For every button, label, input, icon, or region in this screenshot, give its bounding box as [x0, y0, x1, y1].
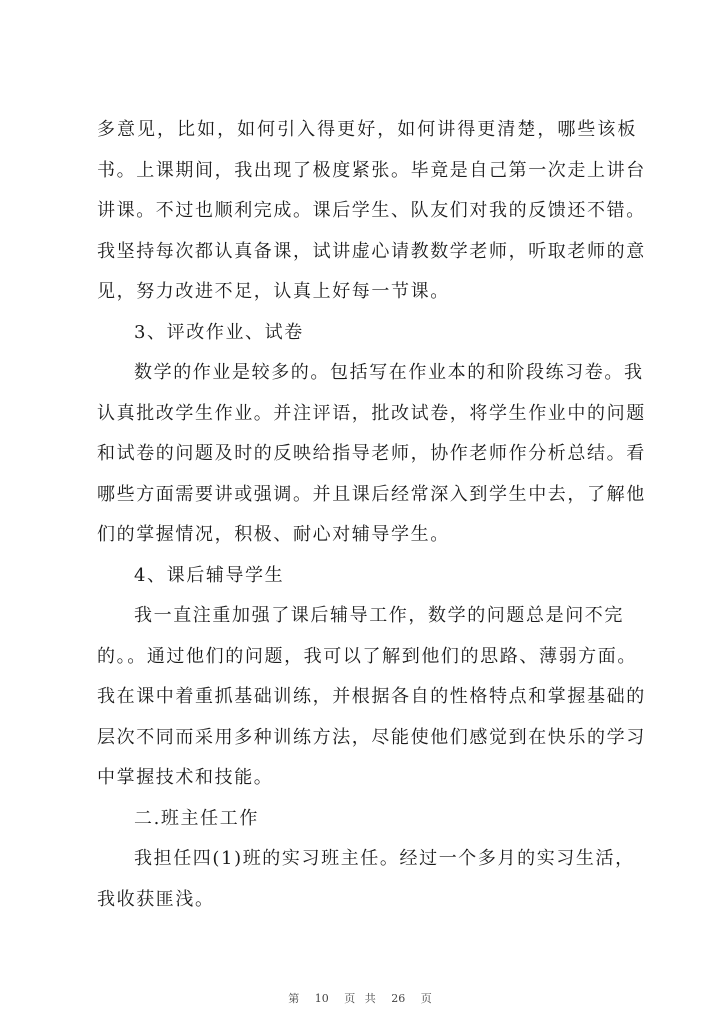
paragraph-line: 见，努力改进不足，认真上好每一节课。: [97, 281, 450, 302]
page-footer: [0, 990, 720, 1006]
footer-middle: 页 共: [344, 992, 376, 1005]
section-heading: 4、课后辅导学生: [134, 565, 285, 586]
section-heading: 二.班主任工作: [134, 808, 259, 829]
paragraph-line: 数学的作业是较多的。包括写在作业本的和阶段练习卷。我: [134, 362, 644, 383]
paragraph-line: 书。上课期间，我出现了极度紧张。毕竟是自己第一次走上讲台: [97, 160, 646, 181]
paragraph-line: 哪些方面需要讲或强调。并且课后经常深入到学生中去，了解他: [97, 484, 646, 505]
paragraph-line: 我在课中着重抓基础训练，并根据各自的性格特点和掌握基础的: [97, 686, 646, 707]
paragraph-line: 我担任四(1)班的实习班主任。经过一个多月的实习生活，: [134, 848, 635, 869]
footer-current-page: 10: [314, 992, 329, 1005]
section-heading: 3、评改作业、试卷: [134, 322, 304, 343]
paragraph-line: 和试卷的问题及时的反映给指导老师，协作老师作分析总结。看: [97, 443, 646, 464]
paragraph-line: 的。。通过他们的问题，我可以了解到他们的思路、薄弱方面。: [97, 646, 637, 667]
paragraph-line: 我坚持每次都认真备课，试讲虚心请教数学老师，听取老师的意: [97, 241, 646, 262]
paragraph-line: 们的掌握情况，积极、耐心对辅导学生。: [97, 524, 450, 545]
paragraph-line: 讲课。不过也顺利完成。课后学生、队友们对我的反馈还不错。: [97, 200, 646, 221]
footer-suffix: 页: [420, 992, 432, 1005]
paragraph-line: 层次不同而采用多种训练方法，尽能使他们感觉到在快乐的学习: [97, 727, 646, 748]
paragraph-line: 认真批改学生作业。并注评语，批改试卷，将学生作业中的问题: [97, 403, 646, 424]
paragraph-line: 多意见，比如，如何引入得更好，如何讲得更清楚，哪些该板: [97, 119, 637, 140]
paragraph-line: 中掌握技术和技能。: [97, 767, 274, 788]
footer-prefix: 第: [288, 992, 300, 1005]
paragraph-line: 我一直注重加强了课后辅导工作，数学的问题总是问不完: [134, 605, 624, 626]
paragraph-line: 我收获匪浅。: [97, 889, 215, 910]
footer-total-pages: 26: [391, 992, 406, 1005]
